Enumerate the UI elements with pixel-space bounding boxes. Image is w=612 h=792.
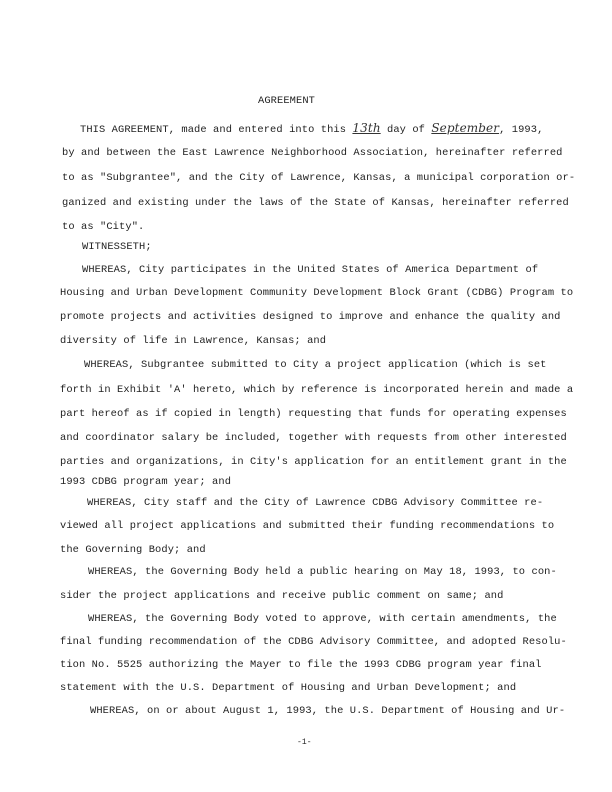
body-line: parties and organizations, in City's application for an entitlement grant in the	[60, 456, 567, 468]
body-line: viewed all project applications and submitted their funding recommendations to	[60, 520, 555, 532]
body-line: and coordinator salary be included, together with requests from other interested	[60, 432, 567, 444]
document-title: AGREEMENT	[258, 95, 316, 107]
body-line: WHEREAS, City participates in the United States of America Department of	[82, 264, 539, 276]
body-line: WHEREAS, on or about August 1, 1993, the U.S. Department of Housing and Ur-	[90, 705, 566, 717]
handwritten-month: September	[431, 121, 500, 135]
page-number: -1-	[297, 738, 312, 747]
body-line: ganized and existing under the laws of the State of Kansas, hereinafter referred	[62, 197, 569, 209]
body-line: tion No. 5525 authorizing the Mayer to file the 1993 CDBG program year final	[60, 659, 542, 671]
body-line: sider the project applications and receive public comment on same; and	[60, 590, 504, 602]
body-line: diversity of life in Lawrence, Kansas; and	[60, 335, 327, 347]
body-line: Housing and Urban Development Community Development Block Grant (CDBG) Program to	[60, 287, 574, 299]
opening-text: THIS AGREEMENT, made and entered into this	[80, 124, 353, 136]
opening-text-suffix: , 1993,	[499, 124, 544, 136]
body-line: to as "Subgrantee", and the City of Lawrence, Kansas, a municipal corporation or-	[62, 172, 576, 184]
body-line: the Governing Body; and	[60, 544, 206, 556]
witnesseth-heading: WITNESSETH;	[82, 241, 152, 253]
body-line: to as "City".	[62, 221, 145, 233]
body-line: WHEREAS, Subgrantee submitted to City a project application (which is set	[84, 359, 547, 371]
opening-text-mid: day of	[380, 124, 432, 136]
body-line: final funding recommendation of the CDBG Advisory Committee, and adopted Resolu-	[60, 636, 567, 648]
body-line: statement with the U.S. Department of Housing and Urban Development; and	[60, 682, 517, 694]
body-line: by and between the East Lawrence Neighborhood Association, hereinafter referred	[62, 147, 563, 159]
body-line: part hereof as if copied in length) requesting that funds for operating expenses	[60, 408, 567, 420]
body-line: promote projects and activities designed to improve and enhance the quality and	[60, 311, 561, 323]
agreement-opening-line	[80, 121, 543, 136]
body-line: WHEREAS, the Governing Body held a public hearing on May 18, 1993, to con-	[88, 566, 557, 578]
handwritten-day: 13th	[352, 121, 381, 135]
body-line: forth in Exhibit 'A' hereto, which by reference is incorporated herein and made a	[60, 384, 574, 396]
body-line: WHEREAS, City staff and the City of Lawrence CDBG Advisory Committee re-	[87, 497, 544, 509]
body-line: WHEREAS, the Governing Body voted to approve, with certain amendments, the	[88, 613, 557, 625]
body-line: 1993 CDBG program year; and	[60, 476, 232, 488]
